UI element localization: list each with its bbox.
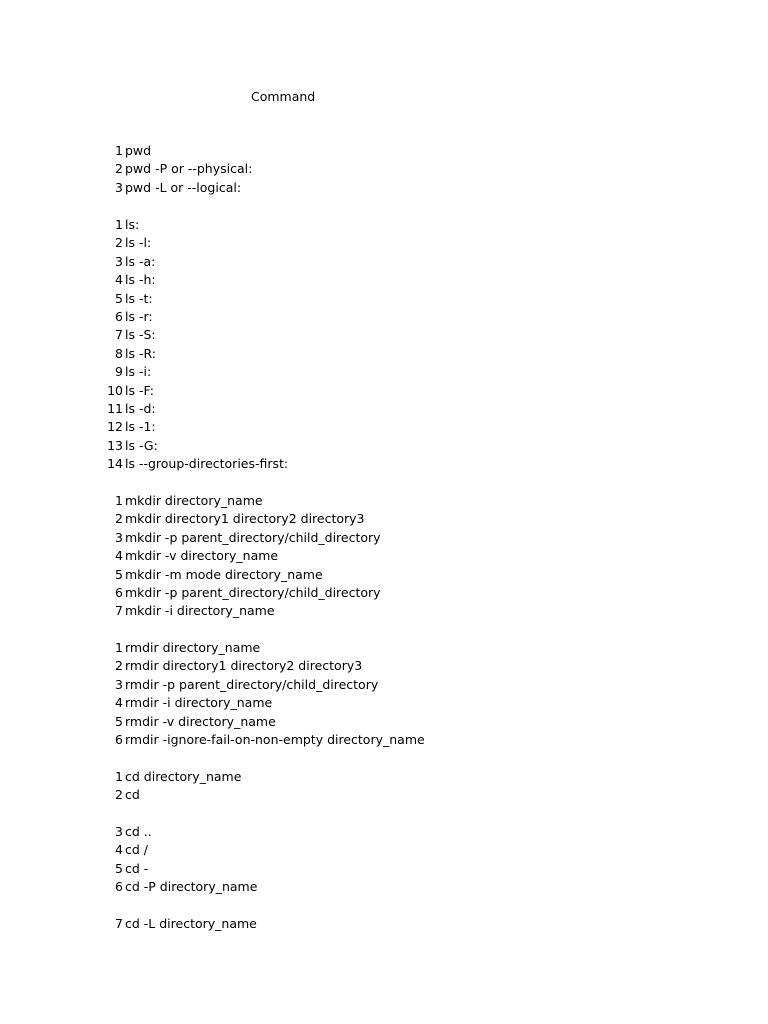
command-line-cd-a-1: [0, 768, 768, 787]
command-line-cd-b-3: [0, 823, 768, 842]
command-text: rmdir directory1 directory2 directory3: [125, 658, 363, 674]
command-text: cd directory_name: [125, 769, 242, 784]
line-number: 9: [115, 364, 123, 380]
command-text: cd -: [125, 860, 149, 876]
command-line-mkdir-5: [0, 566, 768, 585]
command-line-ls-10: [0, 382, 768, 401]
command-line-mkdir-7: [0, 602, 768, 621]
command-text: rmdir -p parent_directory/child_directory: [125, 676, 379, 692]
command-text: ls -G:: [125, 437, 158, 453]
command-text: ls:: [125, 217, 140, 232]
command-line-ls-3: [0, 253, 768, 272]
line-number: 2: [115, 511, 123, 527]
command-line-rmdir-2: [0, 657, 768, 676]
command-text: rmdir -ignore-fail-on-non-empty directory_name: [125, 732, 425, 747]
command-text: ls -R:: [125, 345, 156, 361]
command-text: pwd: [125, 143, 152, 158]
line-number: 3: [115, 253, 123, 269]
line-number: 14: [107, 456, 123, 472]
command-text: mkdir -p parent_directory/child_directory: [125, 529, 381, 545]
line-number: 3: [115, 676, 123, 692]
command-line-rmdir-6: [0, 731, 768, 750]
line-number: 1: [115, 640, 123, 655]
line-number: 4: [115, 695, 123, 711]
line-number: 7: [115, 603, 123, 619]
command-line-pwd-3: [0, 179, 768, 198]
line-number: 5: [115, 566, 123, 582]
command-line-ls-9: [0, 363, 768, 382]
command-text: mkdir directory_name: [125, 493, 263, 508]
command-text: ls -S:: [125, 327, 156, 343]
command-line-rmdir-5: [0, 713, 768, 732]
line-number: 12: [107, 419, 123, 435]
command-line-pwd-2: [0, 160, 768, 179]
line-number: 13: [107, 437, 123, 453]
command-text: rmdir -v directory_name: [125, 713, 276, 729]
command-line-cd-b-6: [0, 878, 768, 897]
command-line-cd-b-5: [0, 860, 768, 879]
command-text: pwd -L or --logical:: [125, 179, 242, 195]
line-number: 4: [115, 548, 123, 564]
line-number: 1: [115, 493, 123, 508]
command-text: mkdir -p parent_directory/child_directory: [125, 585, 381, 600]
command-line-ls-13: [0, 437, 768, 456]
command-line-cd-c-7: [0, 915, 768, 934]
line-number: 5: [115, 290, 123, 306]
line-number: 2: [115, 235, 123, 251]
command-text: rmdir -i directory_name: [125, 695, 273, 711]
command-text: ls -r:: [125, 309, 153, 324]
command-text: ls -a:: [125, 253, 156, 269]
line-number: 10: [107, 382, 123, 398]
command-line-ls-11: [0, 400, 768, 419]
command-line-rmdir-4: [0, 694, 768, 713]
line-number: 2: [115, 658, 123, 674]
command-text: cd /: [125, 842, 148, 858]
line-number: 6: [115, 732, 123, 747]
command-text: cd: [125, 787, 140, 803]
command-line-pwd-1: [0, 142, 768, 161]
command-line-ls-4: [0, 271, 768, 290]
command-line-cd-a-2: [0, 786, 768, 805]
command-text: pwd -P or --physical:: [125, 161, 253, 177]
line-number: 5: [115, 860, 123, 876]
line-number: 6: [115, 585, 123, 600]
line-number: 1: [115, 769, 123, 784]
command-line-cd-b-4: [0, 841, 768, 860]
line-number: 4: [115, 842, 123, 858]
command-text: ls -i:: [125, 364, 152, 380]
command-text: ls -h:: [125, 272, 156, 288]
command-line-ls-12: [0, 418, 768, 437]
line-number: 8: [115, 345, 123, 361]
command-line-rmdir-3: [0, 676, 768, 695]
command-text: mkdir -v directory_name: [125, 548, 279, 564]
line-number: 7: [115, 327, 123, 343]
command-text: ls -1:: [125, 419, 156, 435]
line-number: 6: [115, 879, 123, 895]
line-number: 1: [115, 217, 123, 232]
line-number: 11: [107, 401, 123, 416]
line-number: 4: [115, 272, 123, 288]
command-text: ls --group-directories-first:: [125, 456, 289, 472]
command-line-mkdir-1: [0, 492, 768, 511]
command-text: cd -P directory_name: [125, 879, 258, 895]
command-line-ls-2: [0, 234, 768, 253]
command-text: ls -t:: [125, 290, 153, 306]
command-line-rmdir-1: [0, 639, 768, 658]
command-text: mkdir directory1 directory2 directory3: [125, 511, 365, 527]
command-text: rmdir directory_name: [125, 640, 261, 655]
line-number: 1: [115, 143, 123, 158]
line-number: 3: [115, 824, 123, 839]
line-number: 7: [115, 916, 123, 931]
command-line-mkdir-3: [0, 529, 768, 548]
page-heading: Command: [251, 89, 316, 104]
command-line-ls-8: [0, 345, 768, 364]
command-text: mkdir -m mode directory_name: [125, 566, 323, 582]
line-number: 6: [115, 309, 123, 324]
command-text: cd -L directory_name: [125, 916, 257, 931]
command-line-mkdir-6: [0, 584, 768, 603]
command-text: ls -l:: [125, 235, 152, 251]
line-number: 3: [115, 179, 123, 195]
line-number: 2: [115, 161, 123, 177]
command-line-ls-14: [0, 455, 768, 474]
command-line-mkdir-4: [0, 547, 768, 566]
command-line-ls-6: [0, 308, 768, 327]
command-line-ls-7: [0, 326, 768, 345]
command-line-mkdir-2: [0, 510, 768, 529]
line-number: 2: [115, 787, 123, 803]
command-text: mkdir -i directory_name: [125, 603, 275, 619]
line-number: 3: [115, 529, 123, 545]
line-number: 5: [115, 713, 123, 729]
command-text: cd ..: [125, 824, 152, 839]
command-line-ls-5: [0, 290, 768, 309]
command-line-ls-1: [0, 216, 768, 235]
command-text: ls -F:: [125, 382, 154, 398]
command-text: ls -d:: [125, 401, 156, 416]
